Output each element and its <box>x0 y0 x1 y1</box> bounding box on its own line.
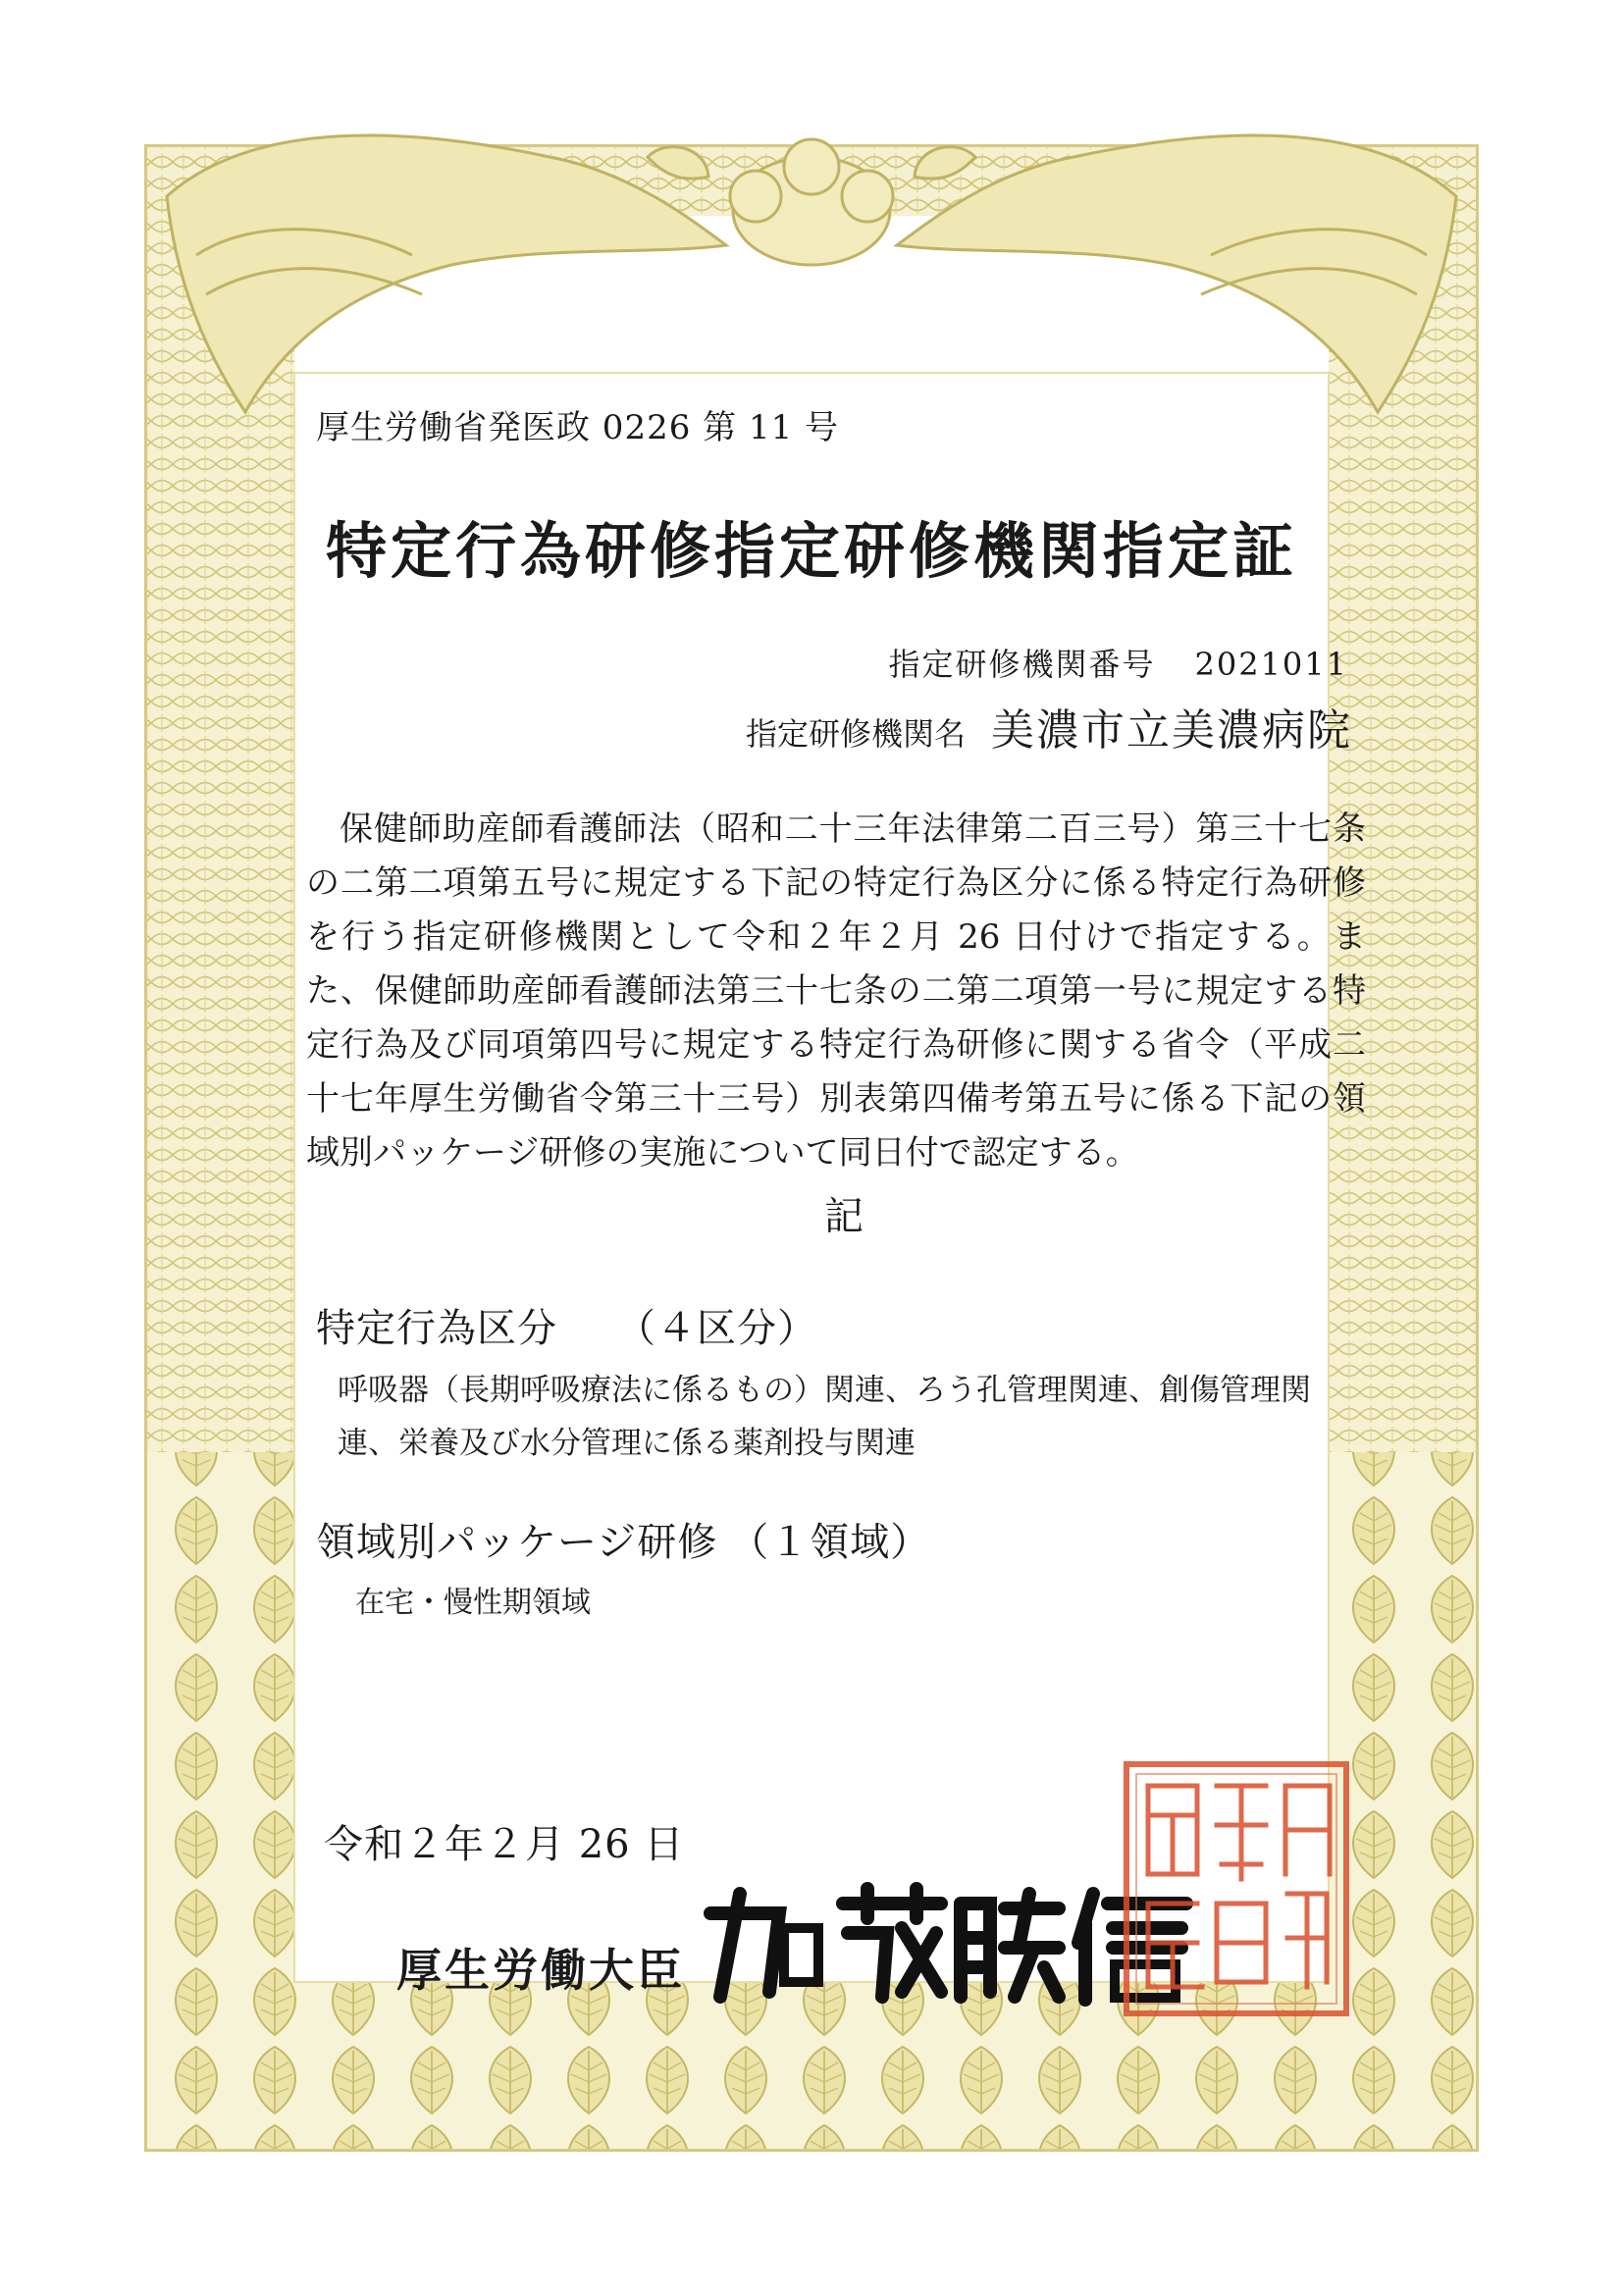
section-specified-acts-title: 特定行為区分 <box>316 1306 557 1351</box>
institution-name-label: 指定研修機関名 <box>745 715 966 753</box>
section-specified-acts-count: （４区分） <box>616 1306 817 1351</box>
minister-title: 厚生労働大臣 <box>396 1944 685 1997</box>
document-number: 厚生労働省発医政 0226 第 11 号 <box>316 408 840 447</box>
institution-name-line <box>746 695 1352 757</box>
institution-number-label: 指定研修機関番号 <box>888 646 1156 683</box>
official-seal <box>1119 1756 1354 2021</box>
certificate-body-text: 保健師助産師看護師法（昭和二十三年法律第二百三号）第三十七条の二第二項第五号に規定する下記の特定行為区分に係る特定行為研修を行う指定研修機関として令和２年２月 26 日付けで指定する。また、保健師助産師看護師法第三十七条の二第二項第一号に規定する特定行為及び同項第四号に規定する特定行為研修に関する省令（平成二十七年厚生労働省令第三十三号）別表第四備考第五号に係る下記の領域別パッケージ研修の実施について同日付で認定する。 <box>306 809 1366 1173</box>
section-specified-acts-heading <box>316 1297 817 1353</box>
institution-name-value: 美濃市立美濃病院 <box>991 705 1352 756</box>
section-package-training-title: 領域別パッケージ研修 <box>316 1520 718 1565</box>
institution-number-line <box>888 640 1348 685</box>
ki-marker: 記 <box>824 1194 864 1239</box>
section-package-training-count: （１領域） <box>729 1520 931 1565</box>
certificate-title: 特定行為研修指定研修機関指定証 <box>325 515 1297 587</box>
institution-number-value: 2021011 <box>1194 646 1348 683</box>
section-specified-acts-detail: 呼吸器（長期呼吸療法に係るもの）関連、ろう孔管理関連、創傷管理関連、栄養及び水分管理に係る薬剤投与関連 <box>338 1373 1311 1461</box>
issue-date: 令和２年２月 26 日 <box>324 1822 685 1867</box>
section-package-training-detail: 在宅・慢性期領域 <box>355 1586 591 1620</box>
section-package-training-heading <box>316 1511 930 1567</box>
